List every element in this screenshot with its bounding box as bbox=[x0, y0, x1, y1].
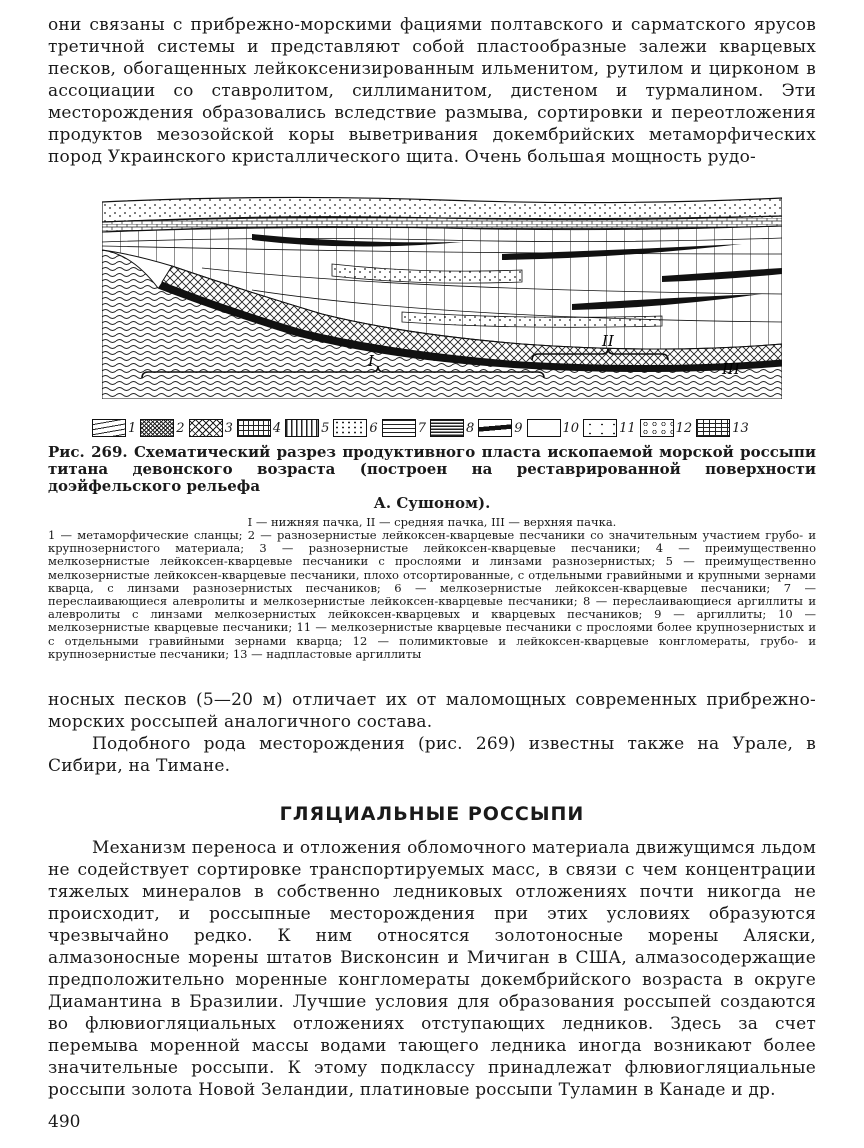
legend-number: 7 bbox=[417, 420, 426, 436]
legend-number: 12 bbox=[675, 420, 693, 436]
section-paragraph: Механизм переноса и отложения обломочного материала движущимся льдом не содействует сортировке транспортируемых масс, в связи с чем концентрации тяжелых минералов в собственно ледниковых отложениях почти никогда не происходит, и россыпные месторождения при этих условиях образуются чрезвычайно редко. К ним относятся золотоносные морены Аляски, алмазоносные морены штатов Висконсин и Мичиган в США, алмазосодержащие предположительно моренные конгломераты докембрийского возраста в округе Диамантина в Бразилии. Лучшие условия для образования россыпей создаются во флювиогляциальных отложениях отступающих ледников. Здесь за счет перемыва моренной массы водами тающего ледника иногда возникают более значительные россыпи. К этому подклассу принадлежат флювиогляциальные россыпи золота Новой Зеландии, платиновые россыпи Туламин в Канаде и др. bbox=[48, 838, 816, 1101]
legend-number: 6 bbox=[369, 420, 378, 436]
swatch-black-lens bbox=[478, 419, 512, 437]
legend-item-10 bbox=[527, 419, 580, 437]
legend-number: 9 bbox=[514, 420, 523, 436]
figure-caption bbox=[48, 444, 816, 512]
legend-item-1 bbox=[92, 419, 136, 437]
legend-number: 2 bbox=[176, 420, 185, 436]
legend-item-7 bbox=[382, 419, 426, 437]
legend-item-2 bbox=[140, 419, 184, 437]
swatch-dots bbox=[333, 419, 367, 437]
swatch-wavy bbox=[92, 419, 126, 437]
legend-item-11 bbox=[583, 419, 636, 437]
figure-269 bbox=[48, 194, 816, 444]
top-paragraph: они связаны с прибрежно-морскими фациями полтавского и сарматского ярусов третичной системы и представляют собой пластообразные залежи кварцевых песков, обогащенных лейкоксенизированным ильменитом, рутилом и цирконом в ассоциации со ставролитом, силлиманитом, дистеном и турмалином. Эти месторождения образовались вследствие размыва, сортировки и переотложения продуктов мезозойской коры выветривания докембрийских метаморфических пород Украинского кристаллического щита. Очень большая мощность рудо- bbox=[48, 15, 816, 167]
swatch-vlines bbox=[285, 419, 319, 437]
page-content bbox=[48, 14, 816, 1101]
swatch-blank bbox=[527, 419, 561, 437]
legend-number: 13 bbox=[732, 420, 749, 436]
legend-number: 4 bbox=[272, 420, 282, 436]
swatch-hlines bbox=[430, 419, 464, 437]
swatch-dash-dots bbox=[382, 419, 416, 437]
swatch-circles bbox=[640, 419, 674, 437]
geologic-cross-section bbox=[102, 194, 782, 399]
page-number: 490 bbox=[48, 1112, 81, 1132]
legend-item-12 bbox=[640, 419, 693, 437]
swatch-grid bbox=[237, 419, 271, 437]
legend-number: 10 bbox=[562, 420, 580, 436]
legend-item-13 bbox=[696, 419, 749, 437]
legend-number: 8 bbox=[465, 420, 475, 436]
legend-number: 5 bbox=[321, 420, 330, 436]
legend-item-4 bbox=[237, 419, 281, 437]
legend-item-3 bbox=[189, 419, 233, 437]
legend-number: 1 bbox=[128, 420, 137, 436]
after-paragraph-2: Подобного рода месторождения (рис. 269) известны также на Урале, в Сибири, на Тимане. bbox=[48, 734, 816, 777]
swatch-cross bbox=[189, 419, 223, 437]
pack-label-3: III bbox=[722, 360, 740, 378]
legend-text: 1 — метаморфические сланцы; 2 — разнозернистые лейкоксен-кварцевые песчаники со значительным участием грубо- и крупнозернистого материала; 3 — разнозернистые лейкоксен-кварцевые песчаники; 4 — преимущественно мелкозернистые лейкоксен-кварцевые песчаники с прослоями и линзами разнозернистых; 5 — преимущественно мелкозернистые лейкоксен-кварцевые песчаники, плохо отсортированные, с отдельными гравийными и крупными зернами кварца, с линзами разнозернистых песчаников; 6 — мелкозернистые лейкоксен-кварцевые песчаники; 7 — переслаивающиеся алевролиты и мелкозернистые лейкоксен-кварцевые песчаники; 8 — переслаивающиеся аргиллиты и алевролиты с линзами мелкозернистых лейкоксен-кварцевых и кварцевых песчаников; 9 — аргиллиты; 10 — мелкозернистые кварцевые песчаники; 11 — мелкозернистые кварцевые песчаники с прослоями более крупнозернистых и с отдельными гравийными зернами кварца; 12 — полимиктовые и лейкоксен-кварцевые конгломераты, грубо- и крупнозернистые песчаники; 13 — надпластовые аргиллиты bbox=[48, 528, 816, 661]
pack-label-2: II bbox=[602, 332, 614, 350]
caption-author: А. Сушоном). bbox=[373, 494, 491, 512]
after-paragraph-1: носных песков (5—20 м) отличает их от маломощных современных прибрежно-морских россыпей аналогичного состава. bbox=[48, 690, 816, 733]
pack-label-1: I bbox=[368, 352, 374, 370]
swatch-brick bbox=[696, 419, 730, 437]
caption-text: Рис. 269. Схематический разрез продуктивного пласта ископаемой морской россыпи титана девонского возраста (построен на реставрированной поверхности доэйфельского рельефа bbox=[48, 443, 816, 495]
legend-item-5 bbox=[285, 419, 329, 437]
swatch-sparse-dots bbox=[583, 419, 617, 437]
swatch-dense-cross bbox=[140, 419, 174, 437]
legend-item-6 bbox=[333, 419, 377, 437]
section-heading: ГЛЯЦИАЛЬНЫЕ РОССЫПИ bbox=[279, 803, 585, 826]
packs-line: I — нижняя пачка, II — средняя пачка, III — верхняя пачка. bbox=[247, 515, 617, 529]
legend-item-9 bbox=[478, 419, 522, 437]
legend-number: 3 bbox=[224, 420, 233, 436]
legend-number: 11 bbox=[619, 420, 636, 436]
figure-legend-swatches bbox=[92, 416, 792, 440]
legend-item-8 bbox=[430, 419, 474, 437]
